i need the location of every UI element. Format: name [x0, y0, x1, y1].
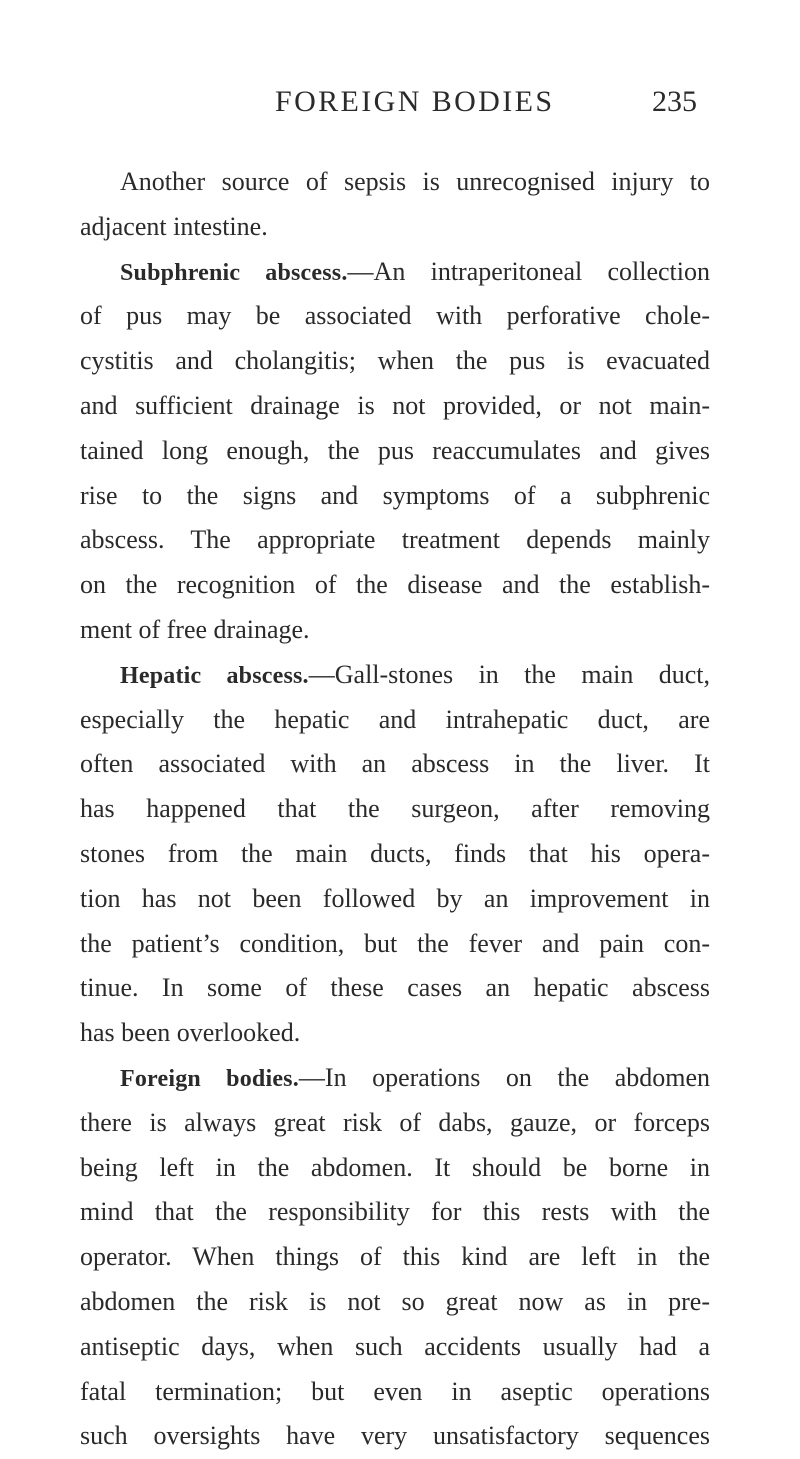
text-line: operator. When things of this kind are left in the [80, 1242, 710, 1272]
text-line: and sufficient drainage is not provided, or not main- [80, 390, 710, 420]
text-run: —Gall-stones in the main duct, [308, 659, 710, 689]
text-line: tained long enough, the pus reaccumulates and gives [80, 435, 710, 465]
text-line [80, 250, 710, 295]
text-line: such oversights have very unsatisfactory sequences [80, 1421, 710, 1451]
running-title: FOREIGN BODIES [275, 85, 555, 118]
page-number: 235 [652, 85, 697, 118]
text-line: tion has not been followed by an improvement in [80, 883, 710, 913]
text-line: being left in the abdomen. It should be borne in [80, 1152, 710, 1182]
text-line: antiseptic days, when such accidents usually had a [80, 1331, 710, 1361]
text-line: cystitis and cholangitis; when the pus is evacuated [80, 346, 710, 376]
text-line: ment of free drainage. [80, 614, 310, 644]
text-line: abdomen the risk is not so great now as in pre- [80, 1286, 710, 1316]
text-run: —In operations on the abdomen [298, 1062, 711, 1092]
text-line: on the recognition of the disease and the establish- [80, 570, 710, 600]
text-line: rise to the signs and symptoms of a subphrenic [80, 480, 710, 510]
foreign-bodies-heading: Foreign bodies. [120, 1065, 299, 1092]
text-line: fatal termination; but even in aseptic operations [80, 1376, 710, 1406]
hepatic-abscess-heading: Hepatic abscess. [120, 662, 309, 689]
text-line: mind that the responsibility for this rests with the [80, 1197, 710, 1227]
text-line: the patient’s condition, but the fever and pain con- [80, 928, 710, 958]
text-line: of pus may be associated with perforative chole- [80, 301, 710, 331]
subphrenic-abscess-heading: Subphrenic abscess. [120, 259, 348, 286]
text-line: adjacent intestine. [80, 211, 268, 241]
text-line: has happened that the surgeon, after removing [80, 794, 710, 824]
text-line: especially the hepatic and intrahepatic duct, are [80, 704, 710, 734]
text-line: there is always great risk of dabs, gauze, or forceps [80, 1107, 710, 1137]
text-line: often associated with an abscess in the liver. It [80, 749, 710, 779]
running-head [0, 82, 800, 132]
body-text [80, 160, 710, 1459]
text-line: tinue. In some of these cases an hepatic abscess [80, 973, 710, 1003]
text-line [80, 653, 710, 698]
text-line [80, 1056, 710, 1101]
text-run: —An intraperitoneal collection [347, 256, 711, 286]
text-line: stones from the main ducts, finds that his opera- [80, 838, 710, 868]
text-line: abscess. The appropriate treatment depends mainly [80, 525, 710, 555]
text-line: Another source of sepsis is unrecognised injury to [120, 167, 710, 196]
text-line: has been overlooked. [80, 1018, 301, 1048]
